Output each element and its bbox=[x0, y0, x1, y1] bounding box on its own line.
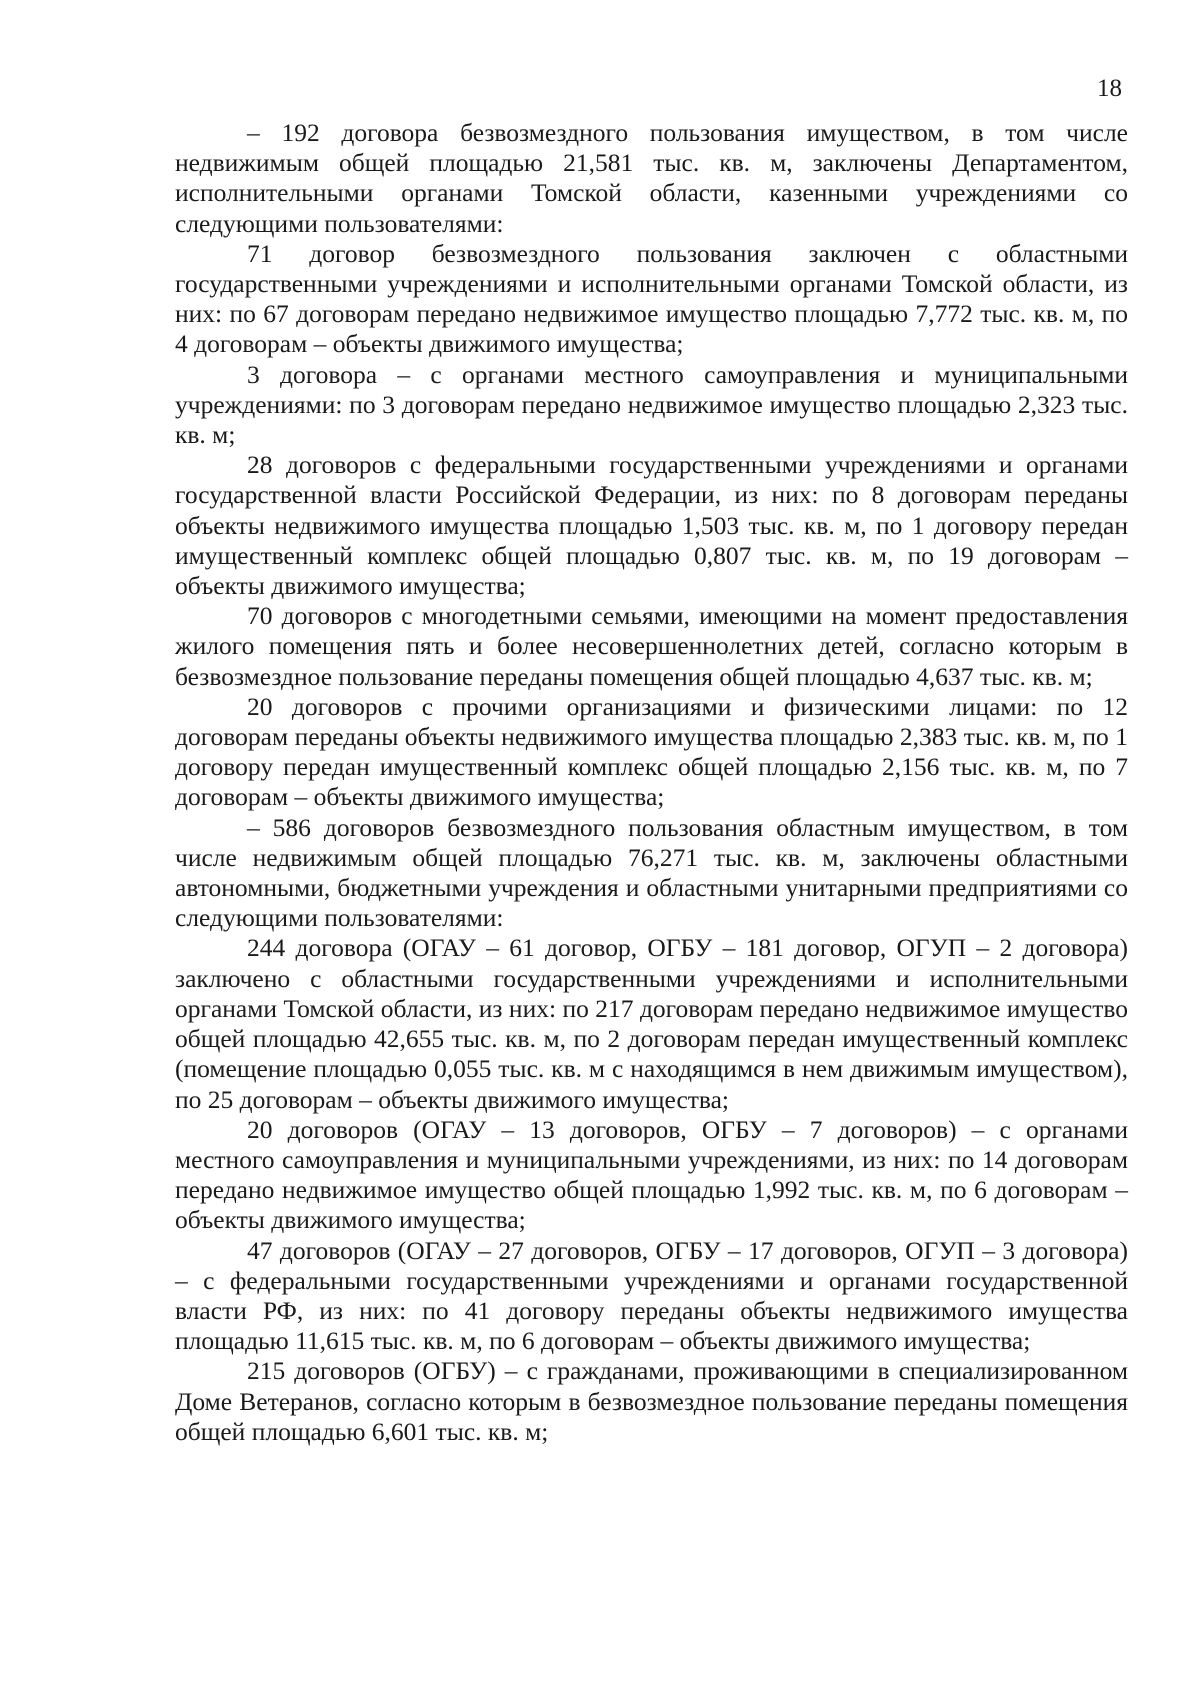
paragraph: 20 договоров (ОГАУ – 13 договоров, ОГБУ – 7 договоров) – с органами местного самоуправления и муниципальными учреждениями, из них: по 14 договорам передано недвижимое имущество общей площадью 1,992 тыс. кв. м, по 6 договорам – объекты движимого имущества; bbox=[175, 1114, 1128, 1235]
paragraph: – 192 договора безвозмездного пользования имуществом, в том числе недвижимым общей площадью 21,581 тыс. кв. м, заключены Департаментом, исполнительными органами Томской области, казенными учреждениями со следующими пользователями: bbox=[175, 118, 1128, 238]
paragraph: 71 договор безвозмездного пользования заключен с областными государственными учреждениями и исполнительными органами Томской области, из них: по 67 договорам передано недвижимое имущество площадью 7,772 тыс. кв. м, по 4 договорам – объекты движимого имущества; bbox=[175, 238, 1128, 359]
paragraph: 47 договоров (ОГАУ – 27 договоров, ОГБУ – 17 договоров, ОГУП – 3 договора) – с федеральными государственными учреждениями и органами государственной власти РФ, из них: по 41 договору переданы объекты недвижимого имущества площадью 11,615 тыс. кв. м, по 6 договорам – объекты движимого имущества; bbox=[175, 1235, 1128, 1356]
paragraph: 20 договоров с прочими организациями и физическими лицами: по 12 договорам переданы объекты недвижимого имущества площадью 2,383 тыс. кв. м, по 1 договору передан имущественный комплекс общей площадью 2,156 тыс. кв. м, по 7 договорам – объекты движимого имущества; bbox=[175, 691, 1128, 812]
paragraph: 70 договоров с многодетными семьями, имеющими на момент предоставления жилого помещения пять и более несовершеннолетних детей, согласно которым в безвозмездное пользование переданы помещения общей площадью 4,637 тыс. кв. м; bbox=[175, 601, 1128, 691]
paragraph: 215 договоров (ОГБУ) – с гражданами, проживающими в специализированном Доме Ветеранов, согласно которым в безвозмездное пользование переданы помещения общей площадью 6,601 тыс. кв. м; bbox=[175, 1356, 1128, 1446]
paragraph: 244 договора (ОГАУ – 61 договор, ОГБУ – 181 договор, ОГУП – 2 договора) заключено с областными государственными учреждениями и исполнительными органами Томской области, из них: по 217 договорам передано недвижимое имущество общей площадью 42,655 тыс. кв. м, по 2 договорам передан имущественный комплекс (помещение площадью 0,055 тыс. кв. м с находящимся в нем движимым имуществом), по 25 договорам – объекты движимого имущества; bbox=[175, 933, 1128, 1114]
document-body bbox=[175, 118, 1128, 1447]
paragraph: – 586 договоров безвозмездного пользования областным имуществом, в том числе недвижимым общей площадью 76,271 тыс. кв. м, заключены областными автономными, бюджетными учреждения и областными унитарными предприятиями со следующими пользователями: bbox=[175, 812, 1128, 933]
paragraph: 28 договоров с федеральными государственными учреждениями и органами государственной власти Российской Федерации, из них: по 8 договорам переданы объекты недвижимого имущества площадью 1,503 тыс. кв. м, по 1 договору передан имущественный комплекс общей площадью 0,807 тыс. кв. м, по 19 договорам – объекты движимого имущества; bbox=[175, 450, 1128, 601]
paragraph: 3 договора – с органами местного самоуправления и муниципальными учреждениями: по 3 договорам передано недвижимое имущество площадью 2,323 тыс. кв. м; bbox=[175, 359, 1128, 450]
page-number: 18 bbox=[1097, 75, 1122, 102]
